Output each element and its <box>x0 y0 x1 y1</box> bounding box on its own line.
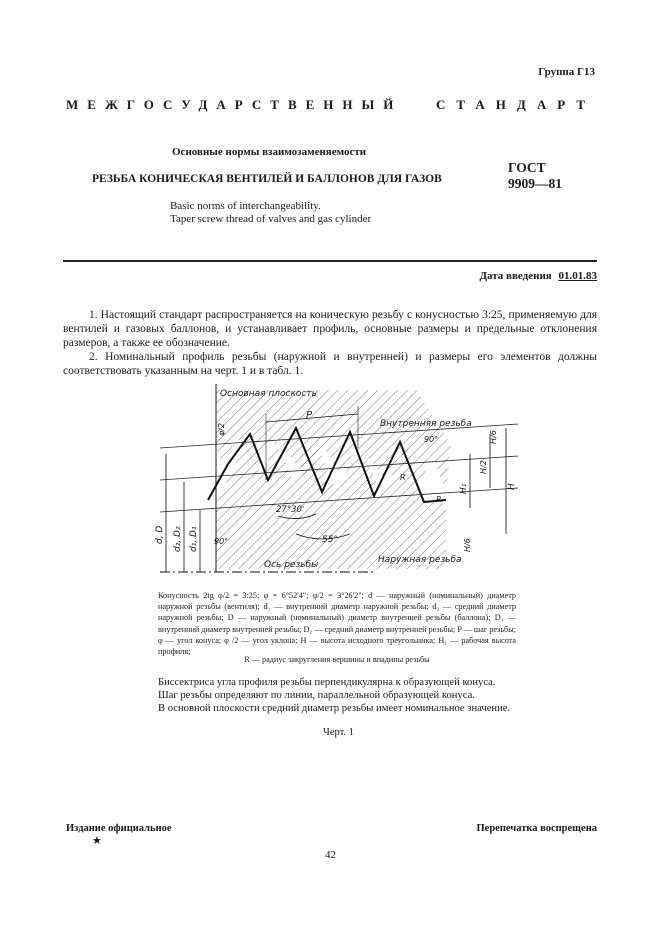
figure-caption: Черт. 1 <box>323 727 354 738</box>
label-phi-half: φ/2 <box>217 422 226 436</box>
page-number: 42 <box>325 849 336 861</box>
group-label: Группа Г13 <box>538 66 595 78</box>
label-main-plane: Основная плоскость <box>220 389 317 399</box>
standard-title: РЕЗЬБА КОНИЧЕСКАЯ ВЕНТИЛЕЙ И БАЛЛОНОВ ДЛЯ ГАЗОВ <box>92 173 442 185</box>
star-icon: ★ <box>92 835 102 847</box>
label-r-bottom: R <box>436 495 442 504</box>
standard-banner <box>66 97 596 113</box>
label-pitch: P <box>306 410 313 421</box>
standard-subtitle: Основные нормы взаимозаменяемости <box>172 146 367 158</box>
label-angle-55: 55° <box>322 535 338 545</box>
label-angle-90-top: 90° <box>424 435 439 444</box>
label-r-top: R <box>400 473 406 482</box>
label-d1: d₁, D₁ <box>189 526 199 552</box>
label-h: H <box>507 483 517 490</box>
footer-reprint-prohibited: Перепечатка воспрещена <box>476 823 597 834</box>
figure-legend-last-line: R — радиус закругления вершины и впадины резьбы <box>244 655 430 664</box>
label-external-thread: Наружная резьба <box>378 555 462 565</box>
thread-profile-drawing <box>146 384 526 584</box>
label-d: d, D <box>155 525 165 544</box>
label-angle-27: 27°30' <box>276 505 305 515</box>
label-h1: H₁ <box>459 483 469 494</box>
introduction-date <box>479 270 597 282</box>
paragraph-1: 1. Настоящий стандарт распространяется на коническую резьбу с конусностью 3:25, применяемую для вентилей и газовых баллонов, и устанавливает профиль, основные размеры и предельные отклонения размеров, а также ее обозначение. <box>63 309 597 349</box>
label-internal-thread: Внутренняя резьба <box>380 419 472 429</box>
gost-label: ГОСТ <box>508 160 546 175</box>
label-thread-axis: Ось резьбы <box>264 560 319 570</box>
intro-date-value: 01.01.83 <box>558 270 597 282</box>
english-title <box>170 200 371 226</box>
intro-date-label: Дата введения <box>479 270 552 282</box>
figure-legend: Конусность 2tg φ/2 = 3:25; φ = 6°52'4"; φ/2 = 3°26'2"; d — наружный (номинальный) диаметр наружной резьбы (вентиля); d₁ — внутренний диаметр наружной резьбы; d₂ — средний диаметр наружной резьбы; D — наружный (номинальный) диаметр внутренней резьбы (баллона); D₁ — внутренний диаметр внутренней резьбы; D₂ — средний диаметр внутренней резьбы; P — шаг резьбы; φ — угол конуса; φ /2 — угол уклона; H — высота исходного треугольника; H₁ — рабочая высота профиля; <box>158 591 516 657</box>
english-line-2: Taper screw thread of valves and gas cylinder <box>170 213 372 225</box>
gost-designation <box>508 160 562 192</box>
label-angle-90-bottom: 90° <box>214 537 229 546</box>
header-divider <box>63 260 597 262</box>
label-h2: H/2 <box>479 460 488 474</box>
paragraph-2: 2. Номинальный профиль резьбы (наружной и внутренней) и размеры его элементов должны соответствовать указанным на черт. 1 и в табл. 1. <box>63 351 597 377</box>
note-line-3: В основной плоскости средний диаметр резьбы имеет номинальное значение. <box>158 703 511 715</box>
label-h6-bottom: H/6 <box>463 538 472 552</box>
label-d2: d₂, D₂ <box>173 526 183 552</box>
figure-notes <box>158 676 538 716</box>
english-line-1: Basic norms of interchangeability. <box>170 200 321 212</box>
footer-official-edition: Издание официальное <box>66 823 172 834</box>
note-line-1: Биссектриса угла профиля резьбы перпендикулярна к образующей конуса. <box>158 677 496 688</box>
banner-right: СТАНДАРТ <box>435 97 596 112</box>
note-line-2: Шаг резьбы определяют по линии, параллельной образующей конуса. <box>158 690 475 702</box>
gost-number: 9909—81 <box>508 176 562 191</box>
banner-left: МЕЖГОСУДАРСТВЕННЫЙ <box>66 97 403 112</box>
label-h6-top: H/6 <box>489 430 498 444</box>
